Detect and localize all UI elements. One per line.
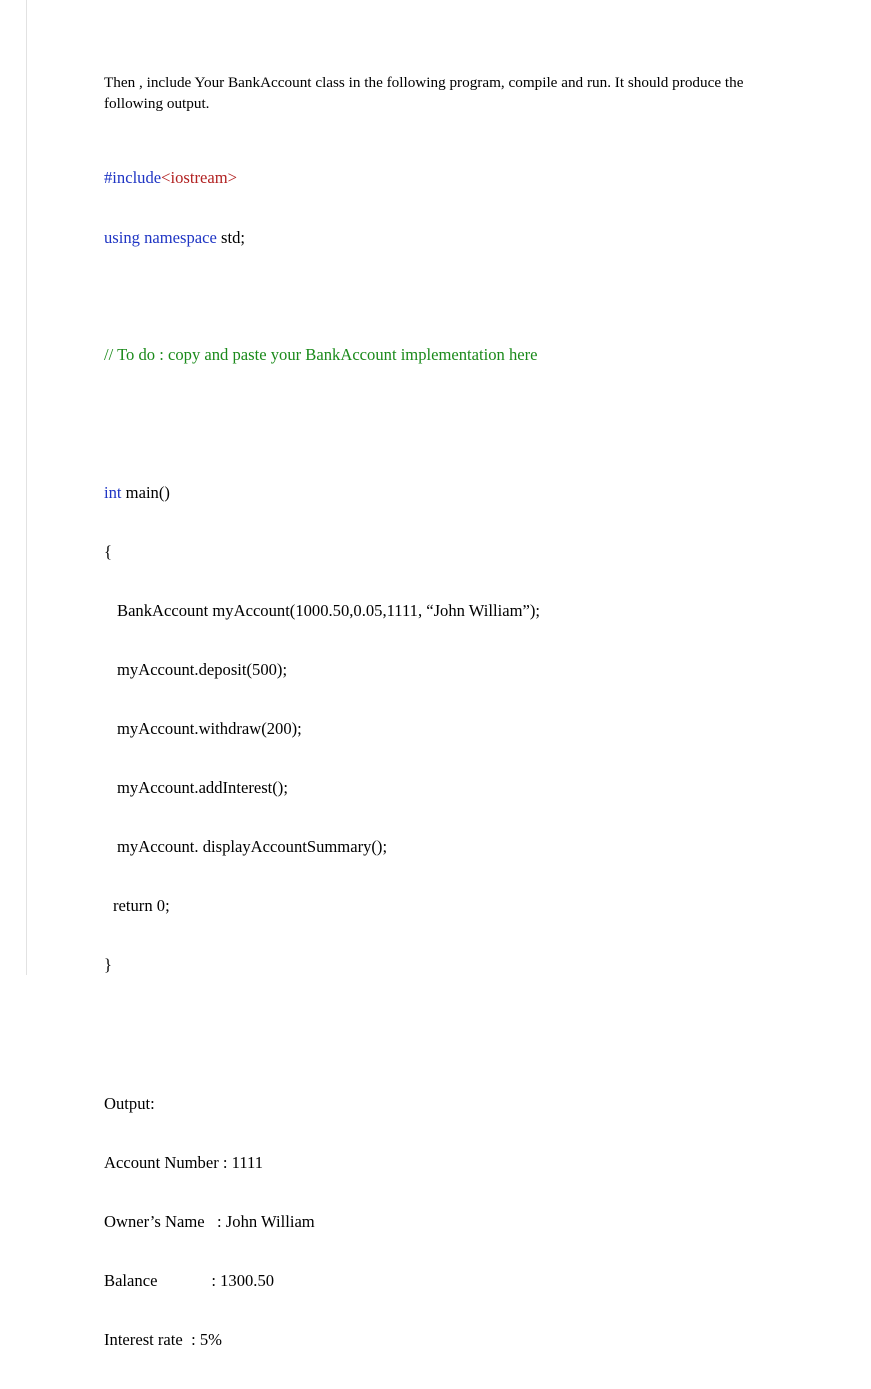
output-heading: Output: [104, 1093, 155, 1113]
code-line: myAccount. displayAccountSummary(); [117, 837, 388, 857]
include-directive: #include [104, 168, 162, 188]
main-signature [104, 483, 804, 503]
open-brace: { [104, 541, 112, 561]
main-function-block [104, 443, 804, 1014]
include-header: <iostream> [161, 168, 237, 188]
include-block [104, 129, 804, 287]
code-line: BankAccount myAccount(1000.50,0.05,1111, “John William”); [117, 600, 541, 620]
int-keyword: int [104, 482, 122, 502]
output-line: Interest rate : 5% [104, 1330, 222, 1350]
code-line: myAccount.withdraw(200); [117, 718, 302, 738]
return-line: return 0; [113, 896, 170, 916]
close-brace: } [104, 955, 112, 975]
output-line: Balance : 1300.50 [104, 1271, 275, 1291]
main-rest: main() [121, 482, 170, 502]
page-left-edge [26, 0, 27, 975]
output-line: Owner’s Name : John William [104, 1211, 315, 1231]
output-line: Account Number : 1111 [104, 1152, 263, 1172]
using-keyword: using namespace [104, 227, 217, 247]
todo-comment-block [104, 306, 804, 405]
intro-paragraph: Then , include Your BankAccount class in the following program, compile and run. It should produce the following output. [104, 74, 744, 112]
document-body [104, 72, 804, 1389]
using-rest: std; [216, 227, 246, 247]
todo-comment: // To do : copy and paste your BankAccount implementation here [104, 345, 538, 364]
output-block [104, 1054, 804, 1389]
include-line [104, 168, 804, 188]
using-line [104, 228, 804, 248]
code-line: myAccount.addInterest(); [117, 777, 288, 797]
code-line: myAccount.deposit(500); [117, 659, 288, 679]
